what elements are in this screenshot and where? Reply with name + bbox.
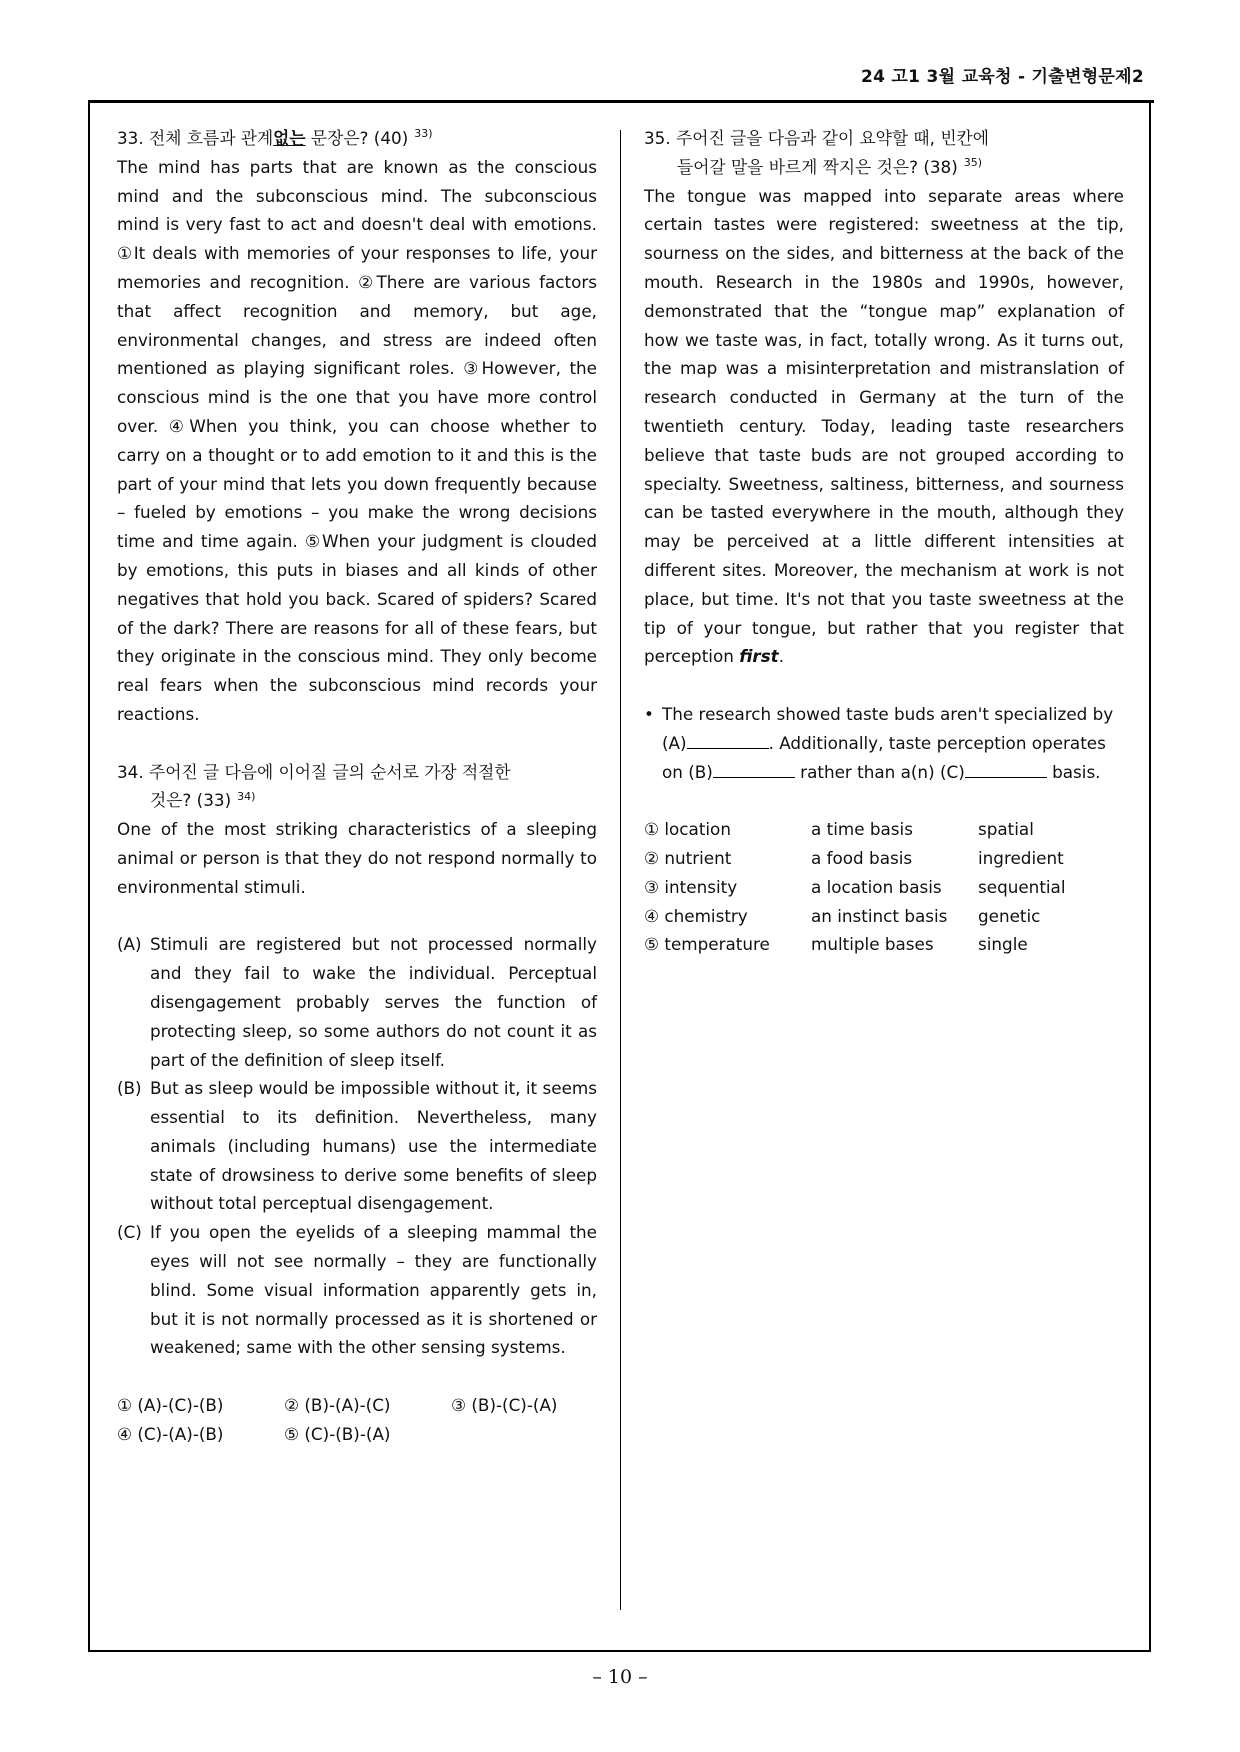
- choice-3-b: a location basis: [811, 876, 942, 897]
- choice-5-c: single: [978, 934, 1028, 955]
- choice-4-a[interactable]: ④ chemistry: [644, 905, 748, 926]
- option-label: (C): [117, 1222, 142, 1243]
- answer-choice-4[interactable]: ④ (C)-(A)-(B): [117, 1423, 224, 1444]
- answer-choice-3[interactable]: ③ (B)-(C)-(A): [451, 1395, 558, 1416]
- exam-title: 24 고1 3월 교육청 - 기출변형문제2: [860, 67, 1144, 87]
- option-label: (A): [117, 934, 142, 955]
- choice-2-c: ingredient: [978, 847, 1064, 868]
- choice-4-c: genetic: [978, 905, 1041, 926]
- choice-3-c: sequential: [978, 876, 1066, 897]
- question-34-given-text: One of the most striking characteristics of a sleeping animal or person is that they do not respond normally to environmental stimuli.: [117, 819, 597, 897]
- question-34-option-c: [117, 1218, 597, 1362]
- summary-part-2: . Additionally, taste perception operates on (B): [662, 732, 1106, 782]
- question-34-line2: 것은? (33): [150, 790, 232, 811]
- summary-part-1: The research showed taste buds aren't specialized by (A): [662, 703, 1114, 753]
- bullet-icon: •: [644, 703, 654, 724]
- question-35-heading: [644, 124, 1124, 182]
- column-divider: [620, 130, 621, 1610]
- question-33-passage: The mind has parts that are known as the conscious mind and the subconscious mind. The subconscious mind is very fast to act and doesn't deal with emotions. ①It deals with memories of your responses to life, your memories and recognition. ②There are various factors that affect recognition and memory, but age, environmental changes, and stress are indeed often mentioned as playing significant roles. ③However, the conscious mind is the one that you have more control over. ④When you think, you can choose whether to carry on a thought or to add emotion to it and this is the part of your mind that lets you down frequently because – fueled by emotions – you make the wrong decisions time and time again. ⑤When your judgment is clouded by emotions, this puts in biases and all kinds of other negatives that hold you back. Scared of spiders? Scared of the dark? There are reasons for all of these fears, but they originate in the conscious mind. They only become real fears when the subconscious mind records your reactions.: [117, 156, 597, 724]
- left-column: [117, 124, 597, 1449]
- passage-italic-word: first: [739, 646, 779, 667]
- question-35-line2: 들어갈 말을 바르게 짝지은 것은? (38): [677, 156, 958, 177]
- choice-3-a[interactable]: ③ intensity: [644, 876, 738, 897]
- option-text: If you open the eyelids of a sleeping mammal the eyes will not see normally – they are functionally blind. Some visual information apparently gets in, but it is not normally processed as it is shortened or weakened; same with the other sensing systems.: [150, 1222, 597, 1358]
- question-34-heading: [117, 758, 597, 816]
- page-number: – 10 –: [592, 1666, 648, 1688]
- summary-part-3: rather than a(n) (C): [794, 761, 965, 782]
- option-text: But as sleep would be impossible without it, it seems essential to its definition. Nevertheless, many animals (including humans) use the intermediate state of drowsiness to derive some benefits of sleep without total perceptual disengagement.: [150, 1078, 597, 1214]
- option-label: (B): [117, 1078, 142, 1099]
- question-35-passage: The tongue was mapped into separate areas where certain tastes were registered: sweetness at the tip, sourness on the sides, and bitterness at the back of the mouth. Research in the 1980s and 1990s, however, demonstrated that the “tongue map” explanation of how we taste was, in fact, totally wrong. As it turns out, the map was a misinterpretation and mistranslation of research conducted in Germany at the turn of the twentieth century. Today, leading taste researchers believe that taste buds are not grouped according to specialty. Sweetness, saltiness, bitterness, and sourness can be tasted everywhere in the mouth, although they may be perceived at a little different intensities at different sites. Moreover, the mechanism at work is not place, but time. It's not that you taste sweetness at the tip of your tongue, but rather that you register that perception first.: [644, 185, 1124, 667]
- question-33-heading: [117, 124, 597, 153]
- blank-b: [713, 759, 795, 778]
- right-column: [644, 124, 1124, 959]
- summary-part-4: basis.: [1046, 761, 1101, 782]
- question-34-option-a: [117, 930, 597, 1074]
- choice-4-b: an instinct basis: [811, 905, 948, 926]
- question-34-answer-choices: [117, 1391, 597, 1449]
- question-35-line1: 35. 주어진 글을 다음과 같이 요약할 때, 빈칸에: [644, 128, 989, 148]
- footnote-35: 35): [963, 156, 983, 170]
- choice-1-b: a time basis: [811, 819, 913, 840]
- footnote-34: 34): [237, 789, 256, 803]
- blank-c: [965, 759, 1047, 778]
- passage-body: The tongue was mapped into separate areas where certain tastes were registered: sweetness at the tip, sourness on the sides, and bitterness at the back of the mouth. Research in the 1980s and 1990s, however, demonstrated that the “tongue map” explanation of how we taste was, in fact, totally wrong. As it turns out, the map was a misinterpretation and mistranslation of research conducted in Germany at the turn of the twentieth century. Today, leading taste researchers believe that taste buds are not grouped according to specialty. Sweetness, saltiness, bitterness, and sourness can be tasted everywhere in the mouth, although they may be perceived at a little different intensities at different sites. Moreover, the mechanism at work is not place, but time. It's not that you taste sweetness at the tip of your tongue, but rather that you register that perception: [644, 185, 1124, 667]
- blank-a: [687, 730, 769, 749]
- question-35-answer-choices: [644, 815, 1124, 959]
- option-text: Stimuli are registered but not processed normally and they fail to wake the individual. Perceptual disengagement probably serves the function of protecting sleep, so some authors do not count it as part of the definition of sleep itself.: [150, 934, 597, 1070]
- question-35-summary: [644, 700, 1124, 786]
- answer-choice-5[interactable]: ⑤ (C)-(B)-(A): [284, 1423, 391, 1444]
- question-33-suffix: 문장은? (40): [305, 128, 409, 148]
- choice-5-a[interactable]: ⑤ temperature: [644, 934, 770, 955]
- answer-choice-1[interactable]: ① (A)-(C)-(B): [117, 1395, 224, 1416]
- summary-text: [662, 700, 1124, 786]
- question-34-option-b: [117, 1074, 597, 1218]
- answer-choice-2[interactable]: ② (B)-(A)-(C): [284, 1395, 391, 1416]
- question-34-line1: 34. 주어진 글 다음에 이어질 글의 순서로 가장 적절한: [117, 761, 511, 782]
- choice-2-b: a food basis: [811, 847, 913, 868]
- choice-1-c: spatial: [978, 819, 1034, 840]
- question-33-emphasis: 없는: [273, 128, 306, 148]
- footnote-33: 33): [414, 127, 433, 141]
- question-33-prefix: 33. 전체 흐름과 관계: [117, 128, 274, 148]
- choice-5-b: multiple bases: [811, 934, 934, 955]
- choice-2-a[interactable]: ② nutrient: [644, 847, 732, 868]
- choice-1-a[interactable]: ① location: [644, 819, 731, 840]
